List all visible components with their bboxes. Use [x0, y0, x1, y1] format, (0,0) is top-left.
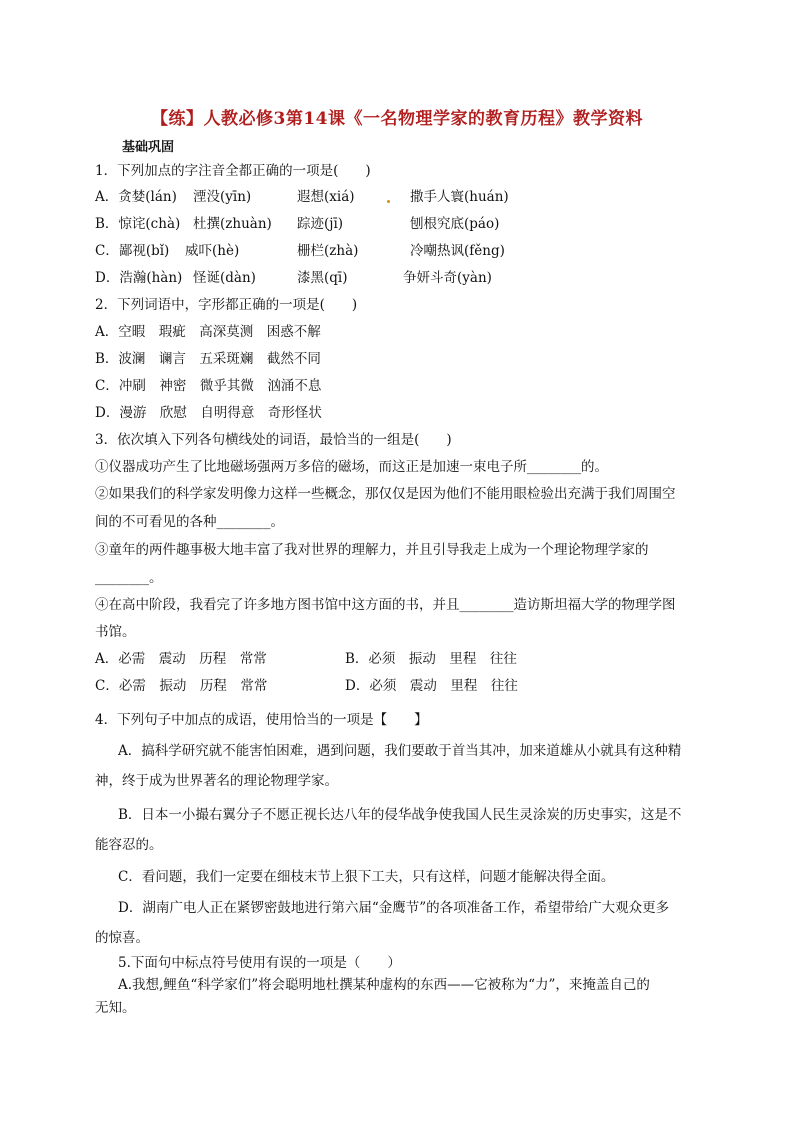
q2-option-b: B．波澜 谰言 五采斑斓 截然不同	[95, 351, 321, 367]
q1-a-2: 湮没(yīn)	[193, 189, 252, 205]
q3-option-a: A．必需 震动 历程 常常	[95, 651, 267, 667]
q5-option-a-line2: 无知。	[95, 1000, 136, 1016]
q1-c-1: C．鄙视(bǐ)	[95, 243, 170, 259]
page-title: 【练】人教必修3第14课《一名物理学家的教育历程》教学资料	[151, 109, 643, 129]
q4-option-a-line1: A．搞科学研究就不能害怕困难，遇到问题，我们要敢于首当其冲，加来道雄从小就具有这种精	[118, 743, 682, 759]
q1-a-3: 遐想(xiá)	[297, 189, 355, 205]
q3-sentence-3a: ③童年的两件趣事极大地丰富了我对世界的理解力，并且引导我走上成为一个理论物理学家的	[95, 542, 649, 558]
q1-d-4: 争妍斗奇(yàn)	[403, 270, 492, 286]
q1-a-4: 撒手人寰(huán)	[410, 189, 509, 205]
section-heading: 基础巩固	[122, 140, 175, 155]
q1-d-3: 漆黑(qī)	[297, 270, 348, 286]
q2-option-a: A．空暇 瑕疵 高深莫测 困惑不解	[95, 324, 321, 340]
q1-c-4: 冷嘲热讽(fěng)	[410, 243, 505, 259]
q1-b-1: B．惊诧(chà)	[95, 216, 181, 232]
q4-stem: 4．下列句子中加点的成语，使用恰当的一项是【 】	[95, 712, 428, 728]
q5-stem: 5.下面句中标点符号使用有误的一项是（ ）	[118, 955, 401, 971]
q1-c-2: 威吓(hè)	[185, 243, 240, 259]
q4-option-d-line2: 的惊喜。	[95, 930, 149, 946]
q4-option-b-line1: B．日本一小撮右翼分子不愿正视长达八年的侵华战争使我国人民生灵涂炭的历史事实，这是不	[118, 807, 682, 823]
q4-option-c: C．看问题，我们一定要在细枝末节上狠下工夫，只有这样，问题才能解决得全面。	[118, 869, 615, 885]
q3-sentence-2a: ②如果我们的科学家发明像力这样一些概念，那仅仅是因为他们不能用眼检验出充满于我们周围空	[95, 486, 676, 502]
q5-option-a-line1: A.我想,鲤鱼“科学家们”将会聪明地杜撰某种虚构的东西——它被称为“力”，来掩盖自己的	[118, 977, 650, 993]
q3-stem: 3．依次填入下列各句横线处的词语，最恰当的一组是( )	[95, 432, 452, 448]
q3-sentence-2b: 间的不可看见的各种________。	[95, 514, 284, 530]
q3-option-c: C．必需 振动 历程 常常	[95, 678, 268, 694]
q1-a-1: A．贪婪(lán)	[95, 189, 177, 205]
q3-sentence-4a: ④在高中阶段，我看完了许多地方图书馆中这方面的书，并且________造访斯坦福大学的物理学图	[95, 597, 676, 613]
q4-option-d-line1: D．湖南广电人正在紧锣密鼓地进行第六届“金鹰节”的各项准备工作，希望带给广大观众更多	[118, 900, 670, 916]
q1-b-3: 踪迹(jī)	[297, 216, 344, 232]
q2-stem: 2．下列词语中，字形都正确的一项是( )	[95, 297, 358, 313]
q3-option-b: B．必须 振动 里程 往往	[345, 651, 517, 667]
q1-b-2: 杜撰(zhuàn)	[193, 216, 272, 232]
q3-sentence-1: ①仪器成功产生了比地磁场强两万多倍的磁场，而这正是加速一束电子所________的。	[95, 459, 608, 475]
q1-b-4: 刨根究底(páo)	[410, 216, 500, 232]
q3-sentence-4b: 书馆。	[95, 624, 136, 640]
decorative-dot	[387, 200, 390, 203]
q4-option-a-line2: 神，终于成为世界著名的理论物理学家。	[95, 773, 338, 789]
q1-d-2: 怪诞(dàn)	[193, 270, 256, 286]
q2-option-c: C．冲刷 神密 微乎其微 汹涌不息	[95, 378, 322, 394]
q3-sentence-3b: ________。	[95, 570, 163, 586]
q1-d-1: D．浩瀚(hàn)	[95, 270, 183, 286]
q3-option-d: D．必须 震动 里程 往往	[345, 678, 518, 694]
q1-stem: 1．下列加点的字注音全都正确的一项是( )	[95, 163, 371, 179]
q4-option-b-line2: 能容忍的。	[95, 837, 163, 853]
q1-c-3: 栅栏(zhà)	[297, 243, 359, 259]
q2-option-d: D．漫游 欣慰 自明得意 奇形怪状	[95, 405, 322, 421]
